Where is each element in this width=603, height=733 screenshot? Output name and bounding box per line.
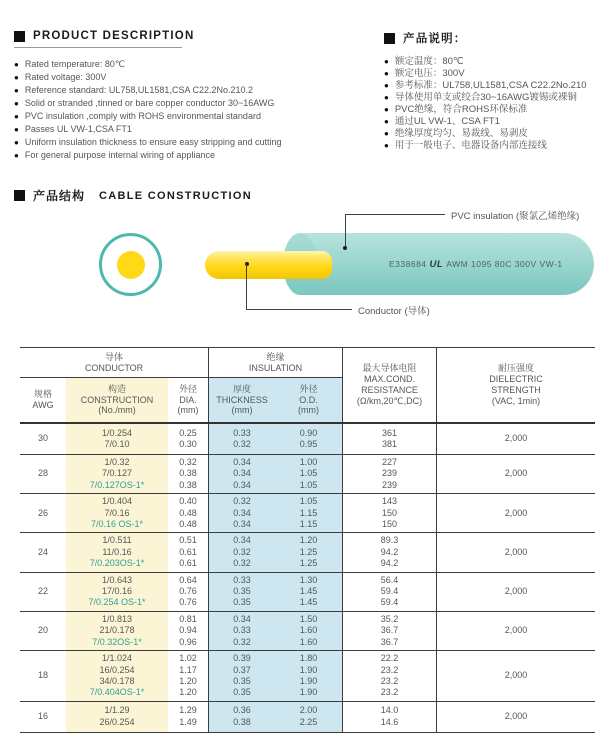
value-line: 0.76 [179,586,197,597]
cell-construction [66,612,168,650]
value-line: 0.34 [233,535,251,546]
value-line: 22.2 [380,653,399,664]
value-line: 0.34 [233,519,251,530]
leader-line-insulation-v [345,214,346,247]
cell-awg: 30 [37,433,48,444]
product-description-cn-title [384,30,603,46]
value-line: 21/0.178 [99,625,135,636]
bullet-text: 额定电压：300V [394,68,465,79]
value-line: 239 [381,479,398,490]
cell-thickness [209,612,275,650]
value-line: 150 [381,507,398,518]
leader-line-insulation-h [345,214,445,215]
cell-od [275,533,343,571]
bullet-text: PVC insulation ,comply with ROHS environmental standard [24,111,261,121]
bullet-text: Passes UL VW-1,CSA FT1 [24,124,132,134]
bullet-text: Uniform insulation thickness to ensure easy stripping and cutting [24,137,282,147]
insulation-label: PVC insulation (聚氯乙烯绝缘) [451,211,580,222]
resistance-column-header: 最大导体电阻 MAX.COND. RESISTANCE (Ω/km,20℃,DC) [343,348,437,422]
cell-construction [66,424,168,454]
value-line: 0.38 [233,716,251,727]
value-line: 0.35 [233,597,251,608]
value-line: 361 [381,427,398,438]
section-square-icon [14,190,25,201]
cell-construction [66,573,168,611]
cell-construction [66,702,168,732]
bullet-text: 绝缘厚度均匀、易裁线、易剥皮 [394,128,528,139]
cell-resistance [343,612,437,650]
cable-print-text [389,259,563,270]
cell-dielectric: 2,000 [504,586,528,597]
bullet-icon: ● [384,105,389,114]
cell-awg: 20 [37,625,48,636]
value-line: 0.64 [179,574,197,585]
value-line: 7/0.10 [104,439,130,449]
bullet-icon: ● [14,125,19,134]
value-line: 23.2 [380,675,399,686]
spec-row-awg-16 [20,702,595,733]
spec-row-awg-18 [20,651,595,702]
value-line: 89.3 [380,535,399,546]
value-line: 1.05 [299,468,318,479]
value-line: 56.4 [380,574,399,585]
bullet-icon: ● [14,60,19,69]
cell-construction [66,494,168,532]
cell-construction [66,651,168,701]
value-line: 1/0.813 [101,613,133,624]
bullet-item [384,80,603,92]
cable-print-rating: AWM 1095 80C 300V VW-1 [446,259,563,269]
value-line: 0.33 [233,625,251,636]
bullet-item [14,149,384,162]
cell-od [275,702,343,732]
value-line: 1/0.254 [101,427,133,438]
bullet-icon: ● [14,99,19,108]
value-line: 0.48 [179,519,197,530]
value-line: 0.34 [233,613,251,624]
value-line: 0.61 [179,558,197,569]
value-line: 17/0.16 [101,586,133,597]
cell-dia [168,612,209,650]
cell-dia [168,494,209,532]
value-line: 0.25 [179,427,197,438]
value-line: 0.34 [233,457,251,467]
cell-dielectric: 2,000 [504,433,528,444]
value-line: 1.17 [179,664,197,675]
cell-dielectric: 2,000 [504,625,528,636]
bullet-text: 额定温度：80℃ [394,56,464,67]
cable-cross-section [99,233,162,296]
cell-thickness [209,494,275,532]
cell-dielectric: 2,000 [504,507,528,518]
value-line: 0.61 [179,546,197,557]
value-line: 23.2 [380,687,399,698]
conductor-group-header-en: CONDUCTOR [84,362,144,373]
od-column-header: 外径 O.D. (mm) [275,378,343,422]
cell-resistance [343,494,437,532]
value-line: 35.2 [380,613,399,624]
bullet-item [14,58,384,71]
value-line: 1/0.643 [101,574,133,585]
value-line: 0.33 [233,427,251,438]
value-line: 0.33 [233,574,251,585]
section-square-icon [384,33,395,44]
value-line: 1.20 [179,687,197,698]
construction-column-header: 构造 CONSTRUCTION (No./mm) [66,378,168,422]
cell-construction [66,533,168,571]
leader-line-conductor-h [246,309,352,310]
bullet-item [14,136,384,149]
cell-od [275,651,343,701]
bullet-icon: ● [14,151,19,160]
value-line: 11/0.16 [102,546,132,557]
product-description-cn-title-text: 产品说明： [403,33,467,45]
value-line: 0.35 [233,675,251,686]
cell-awg: 24 [37,546,48,557]
cable-construction-title [0,187,603,204]
value-line: 1/0.32 [104,457,130,467]
conductor-group-header [20,348,209,378]
value-line: 1.90 [299,664,318,675]
value-line: 7/0.203OS-1* [89,558,145,569]
value-line: 1.25 [299,546,318,557]
cell-dielectric: 2,000 [504,670,528,681]
thickness-column-header: 厚度 THICKNESS (mm) [209,378,275,422]
bullet-text: 通过UL VW-1、CSA FT1 [394,116,500,127]
value-line: 1.30 [299,574,318,585]
value-line: 23.2 [380,664,399,675]
cell-dia [168,455,209,493]
cell-construction [66,455,168,493]
product-description-title-text: PRODUCT DESCRIPTION [33,30,195,42]
value-line: 1.50 [299,613,318,624]
description-section [0,0,603,162]
product-description-list [14,58,384,162]
insulation-group-header-en: INSULATION [248,362,303,373]
cell-resistance [343,573,437,611]
cell-resistance [343,702,437,732]
cell-thickness [209,533,275,571]
awg-column-header: 规格 AWG [32,389,54,410]
value-line: 0.38 [179,468,197,479]
bullet-item [14,84,384,97]
product-description-cn-list [384,56,603,152]
product-description-en [14,30,384,162]
value-line: 26/0.254 [99,716,135,727]
value-line: 0.36 [233,705,251,716]
conductor-label: Conductor (导体) [358,306,430,317]
value-line: 0.76 [179,597,197,608]
value-line: 0.94 [179,625,197,636]
value-line: 36.7 [380,636,399,647]
value-line: 1.29 [179,705,197,716]
value-line: 1.25 [299,558,318,569]
spec-row-awg-20 [20,612,595,651]
bullet-item [14,110,384,123]
cell-dia [168,573,209,611]
value-line: 1.20 [299,535,318,546]
insulation-group-header [209,348,343,378]
cell-awg: 26 [37,507,48,518]
value-line: 0.32 [233,439,251,449]
product-description-title [14,30,195,48]
bullet-item [384,128,603,140]
value-line: 227 [381,457,398,467]
cell-awg: 22 [37,586,48,597]
bullet-text: Rated temperature: 80℃ [24,59,126,69]
cell-awg: 28 [37,468,48,479]
bullet-icon: ● [384,93,389,102]
insulation-group-header-cn: 绝缘 [266,351,285,362]
value-line: 0.32 [233,496,251,507]
value-line: 0.38 [179,479,197,490]
bullet-item [384,104,603,116]
value-line: 14.0 [380,705,399,716]
cell-od [275,424,343,454]
value-line: 1.15 [299,507,318,518]
value-line: 0.51 [179,535,197,546]
cell-od [275,455,343,493]
cell-resistance [343,651,437,701]
spec-row-awg-24 [20,533,595,572]
bullet-item [384,56,603,68]
bullet-item [384,68,603,80]
value-line: 59.4 [380,586,399,597]
value-line: 0.34 [233,468,251,479]
value-line: 0.35 [233,687,251,698]
value-line: 1.60 [299,636,318,647]
value-line: 7/0.254 OS-1* [88,597,146,608]
value-line: 150 [381,519,398,530]
value-line: 1.15 [299,519,318,530]
conductor-rod [205,251,332,279]
conductor-core-circle [117,251,145,279]
cell-dia [168,533,209,571]
value-line: 14.6 [380,716,399,727]
value-line: 1/1.29 [104,705,130,716]
bullet-text: For general purpose internal wiring of appliance [24,150,215,160]
bullet-item [14,71,384,84]
value-line: 2.25 [299,716,318,727]
bullet-icon: ● [14,86,19,95]
cell-od [275,573,343,611]
value-line: 0.37 [233,664,251,675]
value-line: 143 [381,496,398,507]
cell-thickness [209,424,275,454]
cell-resistance [343,533,437,571]
bullet-text: Rated voltage: 300V [24,72,107,82]
bullet-text: PVC绝缘，符合ROHS环保标准 [394,104,528,115]
value-line: 34/0.178 [99,675,135,686]
value-line: 1.05 [299,479,318,490]
value-line: 7/0.127 [101,468,133,479]
dia-column-header: 外径 DIA. (mm) [168,378,209,422]
spec-table-body [20,424,595,733]
value-line: 1.60 [299,625,318,636]
value-line: 1.90 [299,675,318,686]
value-line: 16/0.254 [99,664,135,675]
bullet-icon: ● [14,73,19,82]
cell-thickness [209,455,275,493]
value-line: 7/0.404OS-1* [89,687,145,698]
value-line: 94.2 [380,546,399,557]
bullet-icon: ● [14,112,19,121]
cell-od [275,612,343,650]
bullet-icon: ● [384,57,389,66]
cell-thickness [209,573,275,611]
spec-row-awg-22 [20,573,595,612]
bullet-item [384,140,603,152]
bullet-item [384,92,603,104]
cell-dia [168,702,209,732]
spec-row-awg-30 [20,424,595,455]
cell-awg: 16 [37,711,48,722]
cell-dia [168,651,209,701]
value-line: 0.90 [299,427,318,438]
value-line: 1.80 [299,653,318,664]
value-line: 1.49 [179,716,197,727]
bullet-item [14,123,384,136]
bullet-icon: ● [384,69,389,78]
cable-print-e-number: E338684 [389,259,427,269]
bullet-text: 用于一般电子、电器设备内部连接线 [394,140,547,151]
spec-table-header [20,348,595,424]
bullet-icon: ● [384,81,389,90]
cell-od [275,494,343,532]
value-line: 1/1.024 [101,653,133,664]
cell-dielectric: 2,000 [504,711,528,722]
value-line: 59.4 [380,597,399,608]
value-line: 1.45 [299,586,318,597]
value-line: 1.00 [299,457,318,467]
cell-resistance [343,455,437,493]
section-square-icon [14,31,25,42]
value-line: 1.20 [179,675,197,686]
value-line: 0.48 [179,507,197,518]
value-line: 0.35 [233,586,251,597]
dielectric-column-header: 耐压强度 DIELECTRIC STRENGTH (VAC, 1min) [489,363,543,406]
value-line: 0.96 [179,636,197,647]
value-line: 1.02 [179,653,197,664]
value-line: 1/0.511 [102,535,132,546]
value-line: 0.30 [179,439,197,449]
cell-dielectric: 2,000 [504,546,528,557]
leader-dot-insulation [343,246,347,250]
bullet-text: Reference standard: UL758,UL1581,CSA C22.2No.210.2 [24,85,253,95]
value-line: 0.32 [233,558,251,569]
bullet-text: 参考标准：UL758,UL1581,CSA C22.2No.210 [394,80,587,91]
cell-resistance [343,424,437,454]
cell-thickness [209,651,275,701]
value-line: 7/0.16 OS-1* [90,519,144,530]
cable-construction-title-cn: 产品结构 [33,189,86,203]
bullet-item [14,97,384,110]
value-line: 0.81 [179,613,197,624]
value-line: 1.45 [299,597,318,608]
value-line: 0.40 [179,496,197,507]
bullet-icon: ● [14,138,19,147]
value-line: 36.7 [380,625,399,636]
value-line: 0.34 [233,479,251,490]
value-line: 2.00 [299,705,318,716]
value-line: 0.32 [179,457,197,467]
cell-thickness [209,702,275,732]
bullet-icon: ● [384,117,389,126]
product-description-cn [384,30,603,162]
spec-row-awg-28 [20,455,595,494]
value-line: 0.34 [233,507,251,518]
bullet-icon: ● [384,141,389,150]
value-line: 1.90 [299,687,318,698]
bullet-item [384,116,603,128]
cable-diagram [0,206,603,336]
ul-logo-icon: UL [429,259,444,270]
conductor-group-header-cn: 导体 [104,351,123,362]
value-line: 381 [381,439,398,449]
bullet-text: Solid or stranded ,tinned or bare copper conductor 30~16AWG [24,98,275,108]
value-line: 239 [381,468,398,479]
value-line: 94.2 [380,558,399,569]
value-line: 0.95 [299,439,318,449]
value-line: 7/0.16 [104,507,130,518]
bullet-icon: ● [384,129,389,138]
cable-construction-title-en: CABLE CONSTRUCTION [99,189,252,202]
leader-line-conductor-v [246,264,247,309]
value-line: 7/0.32OS-1* [92,636,142,647]
value-line: 0.32 [233,636,251,647]
spec-table [20,347,595,733]
spec-row-awg-26 [20,494,595,533]
bullet-text: 导体使用单支或绞合30~16AWG镀锡或裸铜 [394,92,577,103]
value-line: 1/0.404 [101,496,133,507]
value-line: 0.32 [233,546,251,557]
value-line: 0.39 [233,653,251,664]
value-line: 1.05 [299,496,318,507]
cell-dia [168,424,209,454]
cell-dielectric: 2,000 [504,468,528,479]
value-line: 7/0.127OS-1* [89,479,145,490]
cell-awg: 18 [37,670,48,681]
